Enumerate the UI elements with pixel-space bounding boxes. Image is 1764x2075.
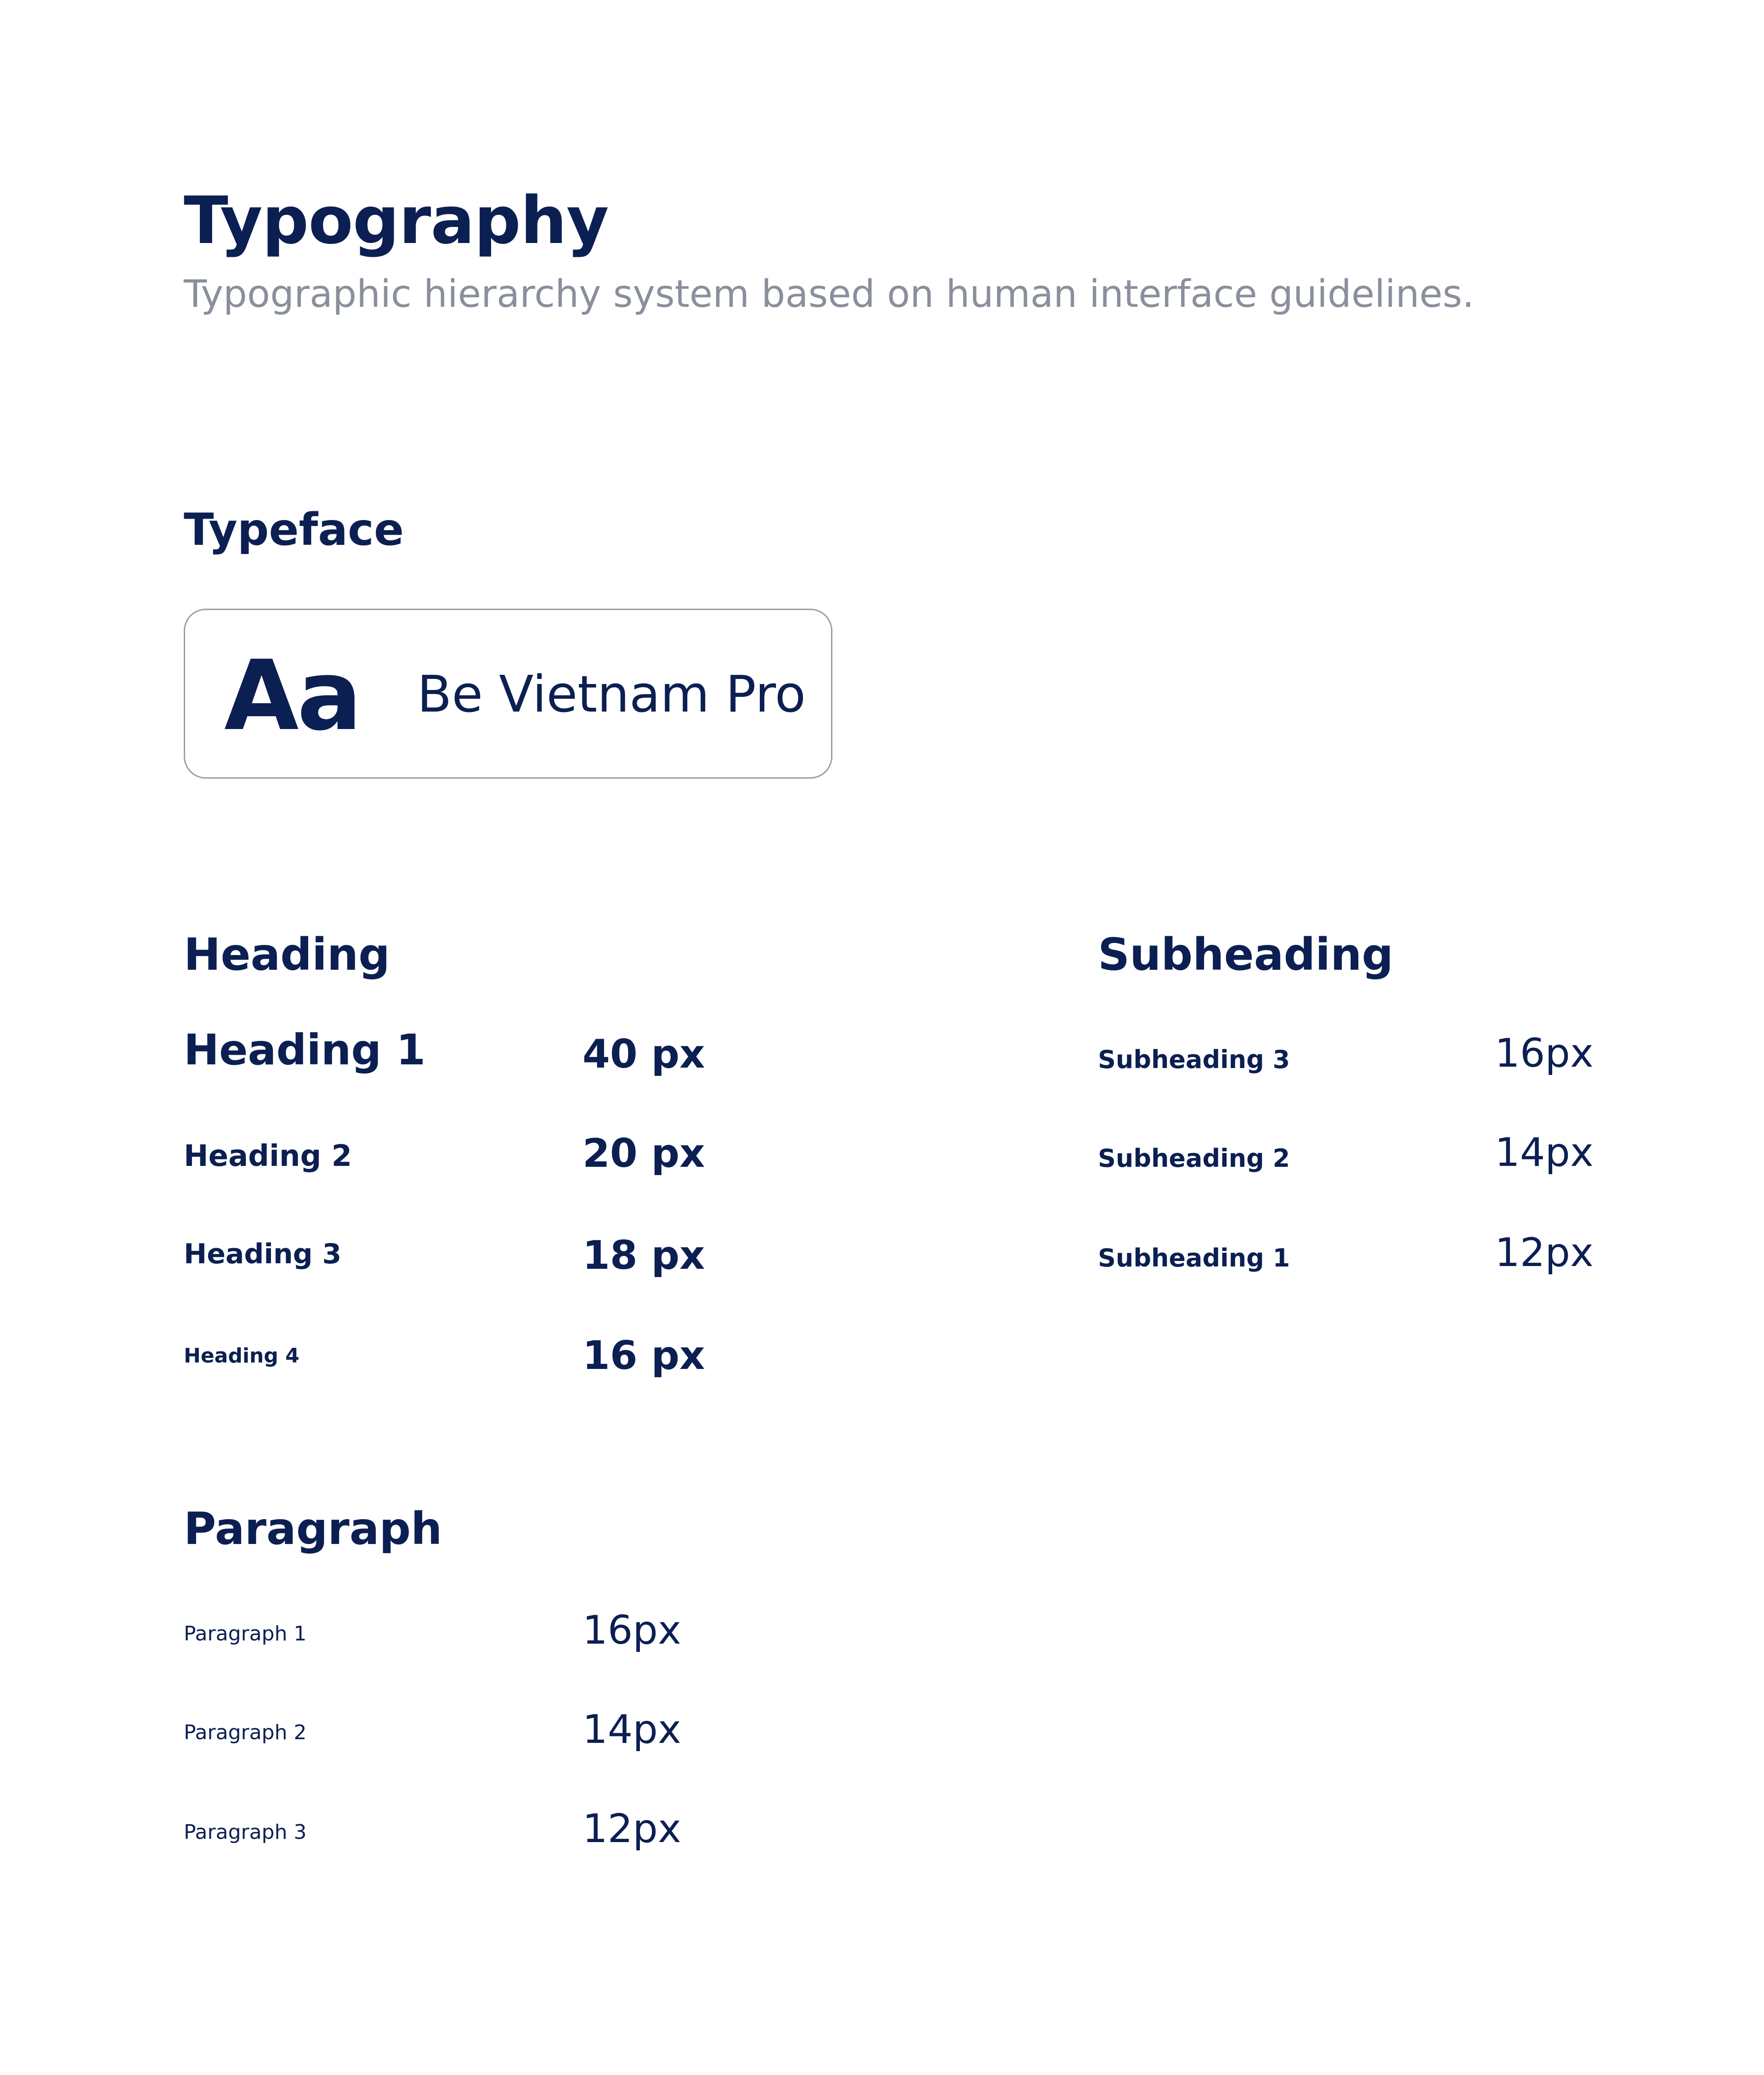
typeface-name: Be Vietnam Pro [417,665,806,724]
subheading-1-label: Subheading 1 [1098,1244,1290,1272]
paragraph-3-size: 12px [582,1806,681,1852]
heading-section-title: Heading [184,929,390,980]
subheading-1-size: 12px [1495,1230,1594,1276]
heading-3-label: Heading 3 [184,1238,342,1270]
paragraph-2-size: 14px [582,1707,681,1753]
heading-3-size: 18 px [582,1233,705,1278]
heading-1-size: 40 px [582,1031,705,1077]
heading-1-label: Heading 1 [184,1025,426,1074]
subheading-2-size: 14px [1495,1130,1594,1176]
heading-2-size: 20 px [582,1131,705,1176]
heading-4-size: 16 px [582,1333,705,1379]
page-title: Typography [184,183,609,259]
typeface-section-title: Typeface [184,504,404,555]
paragraph-1-label: Paragraph 1 [184,1622,307,1645]
subheading-2-label: Subheading 2 [1098,1144,1290,1173]
page-subtitle: Typographic hierarchy system based on human interface guidelines. [184,272,1475,316]
heading-4-label: Heading 4 [184,1344,300,1368]
typeface-card [184,609,832,779]
subheading-section-title: Subheading [1098,929,1394,980]
paragraph-section-title: Paragraph [184,1503,442,1555]
subheading-3-size: 16px [1495,1030,1594,1076]
heading-2-label: Heading 2 [184,1139,352,1173]
typeface-sample: Aa [224,639,361,752]
paragraph-1-size: 16px [582,1607,681,1653]
paragraph-2-label: Paragraph 2 [184,1721,307,1744]
subheading-3-label: Subheading 3 [1098,1045,1290,1074]
paragraph-3-label: Paragraph 3 [184,1821,307,1844]
